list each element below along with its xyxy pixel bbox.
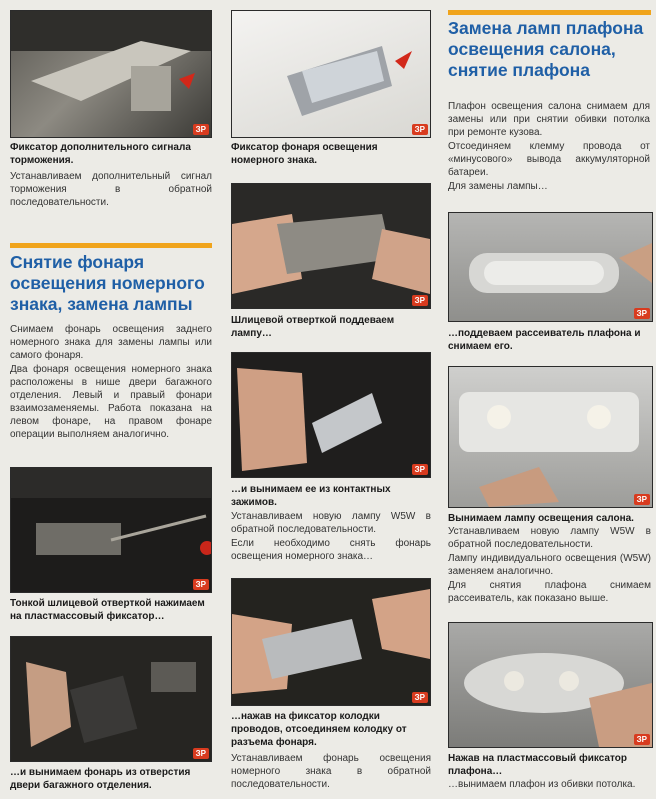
badge-zr: ЗР bbox=[412, 295, 428, 306]
caption-connector: …нажав на фиксатор колодки проводов, отсоединяем колодку от разъема фонаря. bbox=[231, 711, 407, 748]
text-brake-install: Устанавливаем дополнительный сигнал торможения в обратной последовательности. bbox=[10, 171, 212, 208]
photo-bulb-out bbox=[231, 352, 431, 478]
photo-remove-lamp bbox=[10, 636, 212, 762]
paragraph: Устанавливаем новую лампу W5W в обратной последовательности. bbox=[231, 511, 431, 535]
badge-zr: ЗР bbox=[193, 579, 209, 590]
caption-brake-clip: Фиксатор дополнительного сигнала торможения. bbox=[10, 142, 191, 166]
badge-zr: ЗР bbox=[412, 124, 428, 135]
arrow-marker-icon bbox=[395, 51, 412, 69]
badge-zr: ЗР bbox=[634, 734, 650, 745]
photo-remove-lamp-art bbox=[11, 637, 211, 761]
text-license-intro bbox=[10, 323, 212, 442]
photo-dome-clip-art bbox=[449, 623, 652, 747]
text-dome-intro bbox=[448, 100, 650, 194]
photo-connector bbox=[231, 578, 431, 706]
photo-dome-bulb bbox=[448, 366, 653, 508]
paragraph: Снимаем фонарь освещения заднего номерного знака для замены лампы или самого фонаря. bbox=[10, 324, 212, 361]
text-bulb-install bbox=[231, 510, 431, 564]
caption-dome-bulb: Вынимаем лампу освещения салона. bbox=[448, 513, 634, 524]
photo-pry-bulb bbox=[231, 183, 431, 309]
photo-pry-bulb-art bbox=[232, 184, 430, 308]
section-title-license-lamp: Снятие фонаря освещения номерного знака, замена лампы bbox=[10, 252, 205, 314]
paragraph: Отсоединяем клемму провода от «минусового» вывода аккумуляторной батареи. bbox=[448, 141, 650, 178]
photo-dome-bulb-art bbox=[449, 367, 652, 507]
text-dome-remove: …вынимаем плафон из обивки потолка. bbox=[448, 779, 636, 790]
paragraph: Плафон освещения салона снимаем для замены или при снятии обивки потолка при ремонте кузова. bbox=[448, 101, 650, 138]
photo-bulb-out-art bbox=[232, 353, 430, 477]
badge-zr: ЗР bbox=[634, 494, 650, 505]
caption-diffuser: …поддеваем рассеиватель плафона и снимаем его. bbox=[448, 328, 641, 352]
caption-bulb-out: …и вынимаем ее из контактных зажимов. bbox=[231, 484, 391, 508]
photo-brake-light-clip bbox=[10, 10, 212, 138]
paragraph: Два фонаря освещения номерного знака расположены в нише двери багажного отделения. Левый и правый фонари взаимозаменяемы. Работа показана на левом фонаре, на правом фонаре операции выполняем аналогично. bbox=[10, 364, 212, 440]
photo-screwdriver-clip-art bbox=[11, 468, 211, 592]
paragraph: Для снятия плафона снимаем рассеиватель, как показано выше. bbox=[448, 580, 651, 604]
photo-screwdriver-clip bbox=[10, 467, 212, 593]
text-lamp-install: Устанавливаем фонарь освещения номерного знака в обратной последовательности. bbox=[231, 753, 431, 790]
badge-zr: ЗР bbox=[412, 692, 428, 703]
paragraph: Лампу индивидуального освещения (W5W) заменяем аналогично. bbox=[448, 553, 651, 577]
photo-license-lamp-clip bbox=[231, 10, 431, 138]
heading-rule-col1 bbox=[10, 243, 212, 248]
paragraph: Для замены лампы… bbox=[448, 181, 548, 192]
heading-rule-col3 bbox=[448, 10, 651, 15]
caption-pry-bulb: Шлицевой отверткой поддеваем лампу… bbox=[231, 315, 395, 339]
caption-lamp-clip: Фиксатор фонаря освещения номерного знака. bbox=[231, 142, 378, 166]
text-dome-install bbox=[448, 525, 651, 606]
badge-zr: ЗР bbox=[634, 308, 650, 319]
arrow-marker-icon bbox=[179, 73, 195, 89]
paragraph: Если необходимо снять фонарь освещения номерного знака… bbox=[231, 538, 431, 562]
photo-brake-light-clip-art bbox=[11, 11, 211, 137]
caption-dome-clip: Нажав на пластмассовый фиксатор плафона… bbox=[448, 753, 627, 777]
caption-press-clip: Тонкой шлицевой отверткой нажимаем на пластмассовый фиксатор… bbox=[10, 598, 205, 622]
section-title-dome-lamp: Замена ламп плафона освещения салона, снятие плафона bbox=[448, 18, 644, 80]
photo-diffuser bbox=[448, 212, 653, 322]
caption-remove-lamp: …и вынимаем фонарь из отверстия двери багажного отделения. bbox=[10, 767, 191, 791]
badge-zr: ЗР bbox=[193, 748, 209, 759]
badge-zr: ЗР bbox=[412, 464, 428, 475]
photo-dome-clip bbox=[448, 622, 653, 748]
photo-diffuser-art bbox=[449, 213, 652, 321]
paragraph: Устанавливаем новую лампу W5W в обратной последовательности. bbox=[448, 526, 651, 550]
photo-connector-art bbox=[232, 579, 430, 705]
badge-zr: ЗР bbox=[193, 124, 209, 135]
photo-license-lamp-clip-art bbox=[232, 11, 430, 137]
